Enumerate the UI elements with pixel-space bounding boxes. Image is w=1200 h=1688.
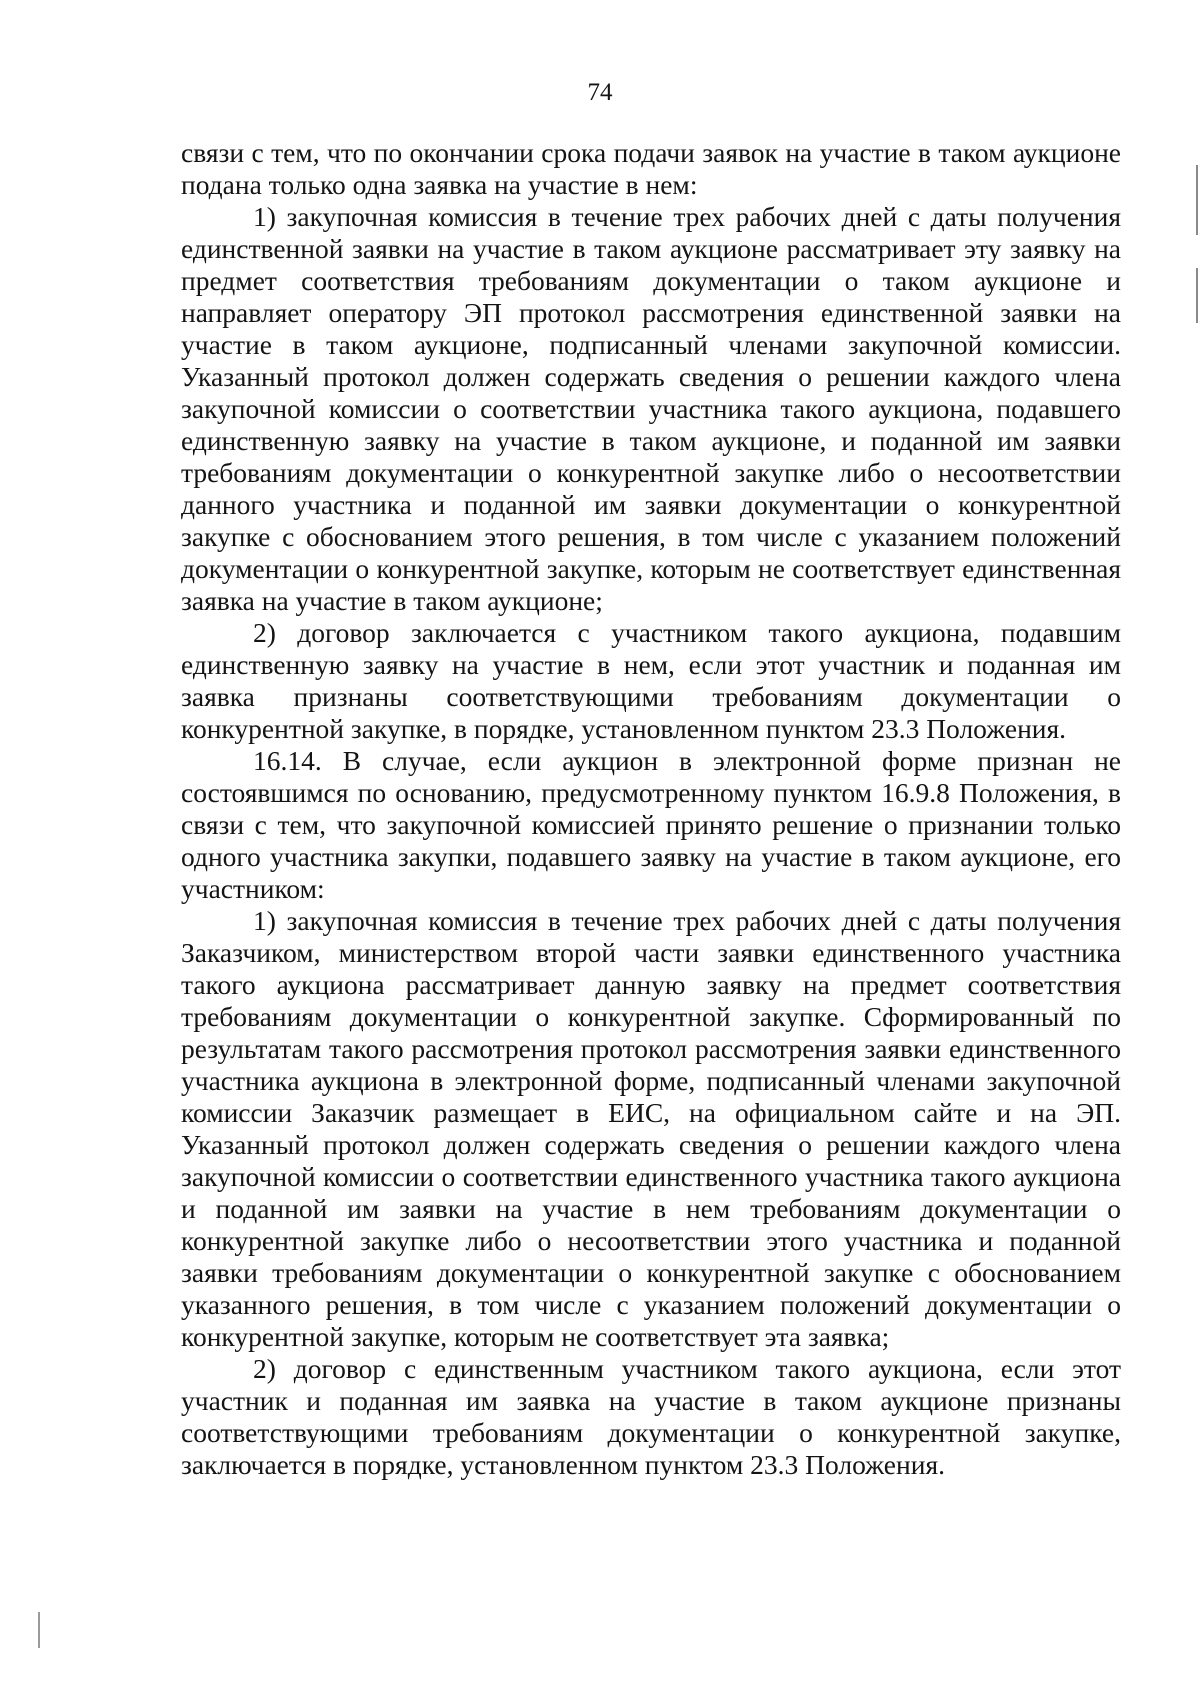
scan-edge-mark: [1196, 165, 1198, 235]
paragraph-continuation: связи с тем, что по окончании срока подачи заявок на участие в таком аукционе подана только одна заявка на участие в нем:: [181, 137, 1121, 200]
paragraph-item-1: 1) закупочная комиссия в течение трех рабочих дней с даты получения единственной заявки на участие в таком аукционе рассматривает эту заявку на предмет соответствия требованиям документации о таком аукционе и направляет оператору ЭП протокол рассмотрения единственной заявки на участие в таком аукционе, подписанный членами закупочной комиссии. Указанный протокол должен содержать сведения о решении каждого члена закупочной комиссии о соответствии участника такого аукциона, подавшего единственную заявку на участие в таком аукционе, и поданной им заявки требованиям документации о конкурентной закупке либо о несоответствии данного участника и поданной им заявки документации о конкурентной закупке с обоснованием этого решения, в том числе с указанием положений документации о конкурентной закупке, которым не соответствует единственная заявка на участие в таком аукционе;: [181, 201, 1121, 616]
document-body: [181, 137, 1121, 1481]
paragraph-clause-16-14-item-1: 1) закупочная комиссия в течение трех рабочих дней с даты получения Заказчиком, министерством второй части заявки единственного участника такого аукциона рассматривает данную заявку на предмет соответствия требованиям документации о конкурентной закупке. Сформированный по результатам такого рассмотрения протокол рассмотрения заявки единственного участника аукциона в электронной форме, подписанный членами закупочной комиссии Заказчик размещает в ЕИС, на официальном сайте и на ЭП. Указанный протокол должен содержать сведения о решении каждого члена закупочной комиссии о соответствии единственного участника такого аукциона и поданной им заявки на участие в нем требованиям документации о конкурентной закупке либо о несоответствии этого участника и поданной заявки требованиям документации о конкурентной закупке с обоснованием указанного решения, в том числе с указанием положений документации о конкурентной закупке, которым не соответствует эта заявка;: [181, 905, 1121, 1352]
paragraph-clause-16-14: 16.14. В случае, если аукцион в электронной форме признан не состоявшимся по основанию, предусмотренному пунктом 16.9.8 Положения, в связи с тем, что закупочной комиссией принято решение о признании только одного участника закупки, подавшего заявку на участие в таком аукционе, его участником:: [181, 745, 1121, 904]
scan-edge-mark: [38, 1612, 40, 1648]
paragraph-item-2: 2) договор заключается с участником такого аукциона, подавшим единственную заявку на участие в нем, если этот участник и поданная им заявка признаны соответствующими требованиям документации о конкурентной закупке, в порядке, установленном пунктом 23.3 Положения.: [181, 617, 1121, 744]
page-number: 74: [587, 79, 613, 106]
scan-edge-mark: [1196, 268, 1198, 323]
paragraph-clause-16-14-item-2: 2) договор с единственным участником такого аукциона, если этот участник и поданная им заявка на участие в таком аукционе признаны соответствующими требованиям документации о конкурентной закупке, заключается в порядке, установленном пунктом 23.3 Положения.: [181, 1353, 1121, 1480]
